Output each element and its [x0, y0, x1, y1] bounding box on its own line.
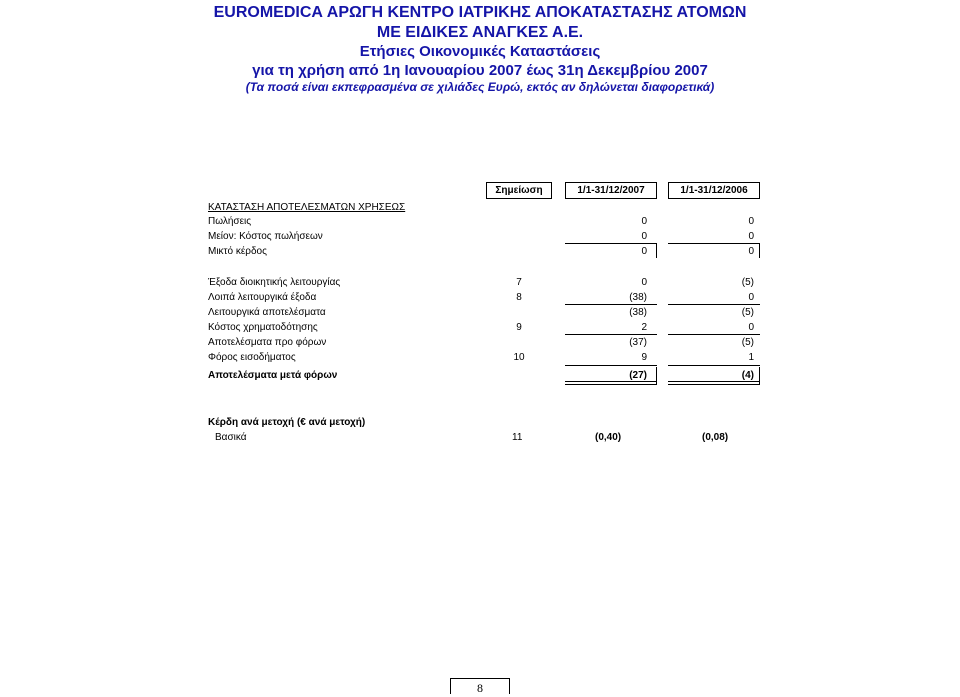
row-value-2006: 0 [748, 322, 754, 333]
row-label: Έξοδα διοικητικής λειτουργίας [208, 277, 341, 288]
row-value-2006-total: (4) [741, 370, 754, 381]
eps-note: 11 [512, 432, 523, 443]
row-value-2006: (5) [741, 307, 754, 318]
subtotal-rule [668, 243, 760, 244]
column-border [759, 243, 760, 258]
row-value-2007: (38) [629, 292, 647, 303]
row-note: 8 [516, 292, 522, 303]
row-label: Κόστος χρηματοδότησης [208, 322, 318, 333]
row-value-2007: (37) [629, 337, 647, 348]
row-note: 7 [516, 277, 522, 288]
subtotal-rule [565, 243, 657, 244]
row-value-2007: 2 [641, 322, 647, 333]
row-label: Φόρος εισοδήματος [208, 352, 296, 363]
subtotal-rule [668, 365, 760, 366]
subtotal-rule [565, 365, 657, 366]
document-title: Ετήσιες Οικονομικές Καταστάσεις [359, 43, 601, 60]
subtotal-rule [565, 334, 657, 335]
total-double-rule [565, 381, 657, 385]
eps-title: Κέρδη ανά μετοχή (€ ανά μετοχή) [208, 417, 366, 428]
page-number: 8 [450, 678, 510, 694]
row-value-2006: 0 [748, 231, 754, 242]
row-label: Λοιπά λειτουργικά έξοδα [208, 292, 317, 303]
eps-basic-label: Βασικά [215, 432, 247, 443]
eps-value-2006: (0,08) [702, 432, 729, 443]
column-border [656, 367, 657, 384]
total-double-rule [668, 381, 760, 385]
column-header-2006: 1/1-31/12/2006 [668, 182, 760, 199]
row-label: Μείον: Κόστος πωλήσεων [208, 231, 323, 242]
row-value-2006: 0 [748, 216, 754, 227]
company-name-line2: ΜΕ ΕΙΔΙΚΕΣ ΑΝΑΓΚΕΣ Α.Ε. [376, 24, 584, 41]
row-value-2006: 0 [748, 246, 754, 257]
row-value-2007: 9 [641, 352, 647, 363]
currency-note: (Τα ποσά είναι εκπεφρασμένα σε χιλιάδες Ευρώ, εκτός αν δηλώνεται διαφορετικά) [245, 80, 715, 94]
row-label: Πωλήσεις [208, 216, 252, 227]
period-subtitle: για τη χρήση από 1η Ιανουαρίου 2007 έως 31η Δεκεμβρίου 2007 [252, 62, 708, 79]
column-border [656, 243, 657, 258]
company-name-line1: EUROMEDICA ΑΡΩΓΗ ΚΕΝΤΡΟ ΙΑΤΡΙΚΗΣ ΑΠΟΚΑΤΑΣΤΑΣΗΣ ΑΤΟΜΩΝ [213, 4, 747, 21]
row-value-2007: (38) [629, 307, 647, 318]
subtotal-rule [668, 304, 760, 305]
row-value-2007: 0 [641, 216, 647, 227]
row-label: Μικτό κέρδος [208, 246, 267, 257]
column-border [759, 367, 760, 384]
row-value-2007: 0 [641, 231, 647, 242]
subtotal-rule [668, 334, 760, 335]
row-value-2006: 0 [748, 292, 754, 303]
row-note: 9 [516, 322, 522, 333]
row-label-total: Αποτελέσματα μετά φόρων [208, 370, 338, 381]
row-value-2006: (5) [741, 337, 754, 348]
row-value-2007: 0 [641, 277, 647, 288]
row-value-2006: (5) [741, 277, 754, 288]
row-label: Λειτουργικά αποτελέσματα [208, 307, 326, 318]
row-value-2007: 0 [641, 246, 647, 257]
eps-value-2007: (0,40) [595, 432, 622, 443]
row-value-2007-total: (27) [629, 370, 647, 381]
row-label: Αποτελέσματα προ φόρων [208, 337, 327, 348]
row-value-2006: 1 [748, 352, 754, 363]
statement-title: ΚΑΤΑΣΤΑΣΗ ΑΠΟΤΕΛΕΣΜΑΤΩΝ ΧΡΗΣΕΩΣ [208, 202, 406, 213]
column-header-2007: 1/1-31/12/2007 [565, 182, 657, 199]
column-header-note: Σημείωση [486, 182, 552, 199]
row-note: 10 [513, 352, 525, 363]
subtotal-rule [565, 304, 657, 305]
